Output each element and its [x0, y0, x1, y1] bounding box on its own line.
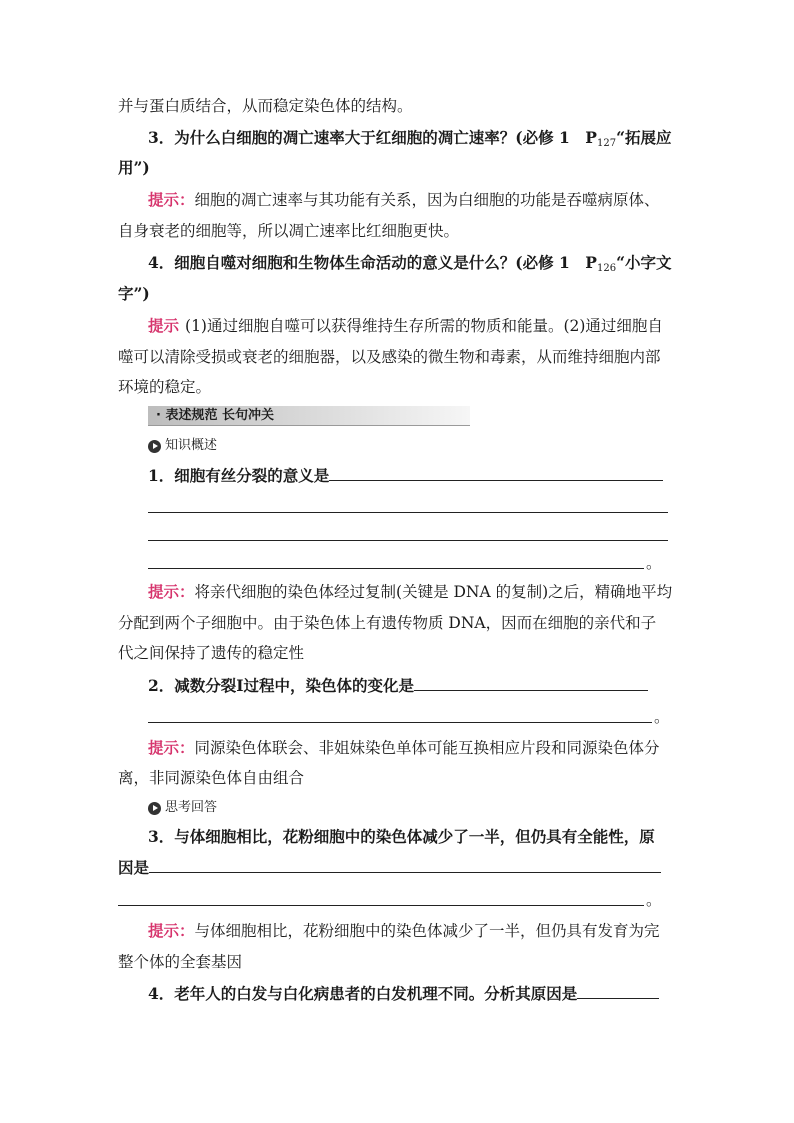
hint-e1-cont: [118, 643, 680, 663]
question-3-cont: [118, 158, 680, 178]
hint-e3: [148, 921, 680, 941]
exercise-prompt: 因是: [118, 858, 150, 877]
answer-blank[interactable]: [414, 676, 648, 691]
answer-line[interactable]: [148, 722, 652, 723]
question-text: 字”): [118, 284, 150, 303]
hint-label: 提示: [148, 316, 180, 335]
hint-label: 提示：: [148, 921, 195, 940]
hint-text: 与体细胞相比，花粉细胞中的染色体减少了一半，但仍具有发育为完: [194, 922, 660, 940]
exercise-prompt: 3．与体细胞相比，花粉细胞中的染色体减少了一半，但仍具有全能性，原: [148, 827, 655, 846]
answer-line[interactable]: [148, 568, 644, 569]
hint-e1-cont: [118, 613, 680, 633]
hint-text: 环境的稳定。: [118, 378, 212, 396]
subsection-label: 知识概述: [165, 438, 218, 453]
end-mark: 。: [646, 891, 662, 909]
hint-4: [148, 316, 680, 336]
question-4-cont: [118, 284, 680, 304]
answer-blank[interactable]: [149, 858, 661, 873]
hint-label: 提示：: [148, 190, 195, 209]
hint-text: 分配到两个子细胞中。由于染色体上有遗传物质 DNA，因而在细胞的亲代和子: [118, 614, 657, 632]
end-mark: 。: [654, 708, 670, 726]
hint-4-cont: [118, 347, 680, 367]
exercise-prompt: 1．细胞有丝分裂的意义是: [148, 466, 330, 485]
hint-text: 整个体的全套基因: [118, 953, 243, 971]
subsection-marker: [148, 437, 217, 455]
exercise-3-cont: [118, 858, 680, 878]
question-text: 用”): [118, 158, 150, 177]
exercise-prompt: 2．减数分裂Ⅰ过程中，染色体的变化是: [148, 676, 415, 695]
question-3: [148, 128, 680, 154]
hint-text: 将亲代细胞的染色体经过复制(关键是 DNA 的复制)之后，精确地平均: [194, 583, 673, 601]
section-banner: · 表述规范 长句冲关: [148, 406, 470, 426]
hint-label: 提示：: [148, 582, 195, 601]
hint-text: 细胞的凋亡速率与其功能有关系，因为白细胞的功能是吞噬病原体、: [194, 191, 660, 209]
hint-3-cont: [118, 221, 680, 241]
question-text: 4．细胞自噬对细胞和生物体生命活动的意义是什么？(必修 1 P: [148, 253, 597, 272]
answer-blank[interactable]: [329, 466, 663, 481]
answer-line[interactable]: [148, 512, 668, 513]
play-circle-icon: [148, 440, 161, 453]
answer-line[interactable]: [148, 540, 668, 541]
answer-line[interactable]: [118, 905, 644, 906]
question-4: [148, 253, 680, 279]
answer-blank[interactable]: [577, 984, 659, 999]
exercise-4: [148, 984, 680, 1004]
page-subscript: 127: [596, 138, 617, 149]
hint-text: 自身衰老的细胞等，所以凋亡速率比红细胞更快。: [118, 222, 460, 240]
end-mark: 。: [646, 554, 662, 572]
exercise-1: [148, 466, 680, 486]
hint-text: 噬可以清除受损或衰老的细胞器，以及感染的微生物和毒素，从而维持细胞内部: [118, 348, 661, 366]
hint-e2-cont: [118, 768, 680, 788]
paragraph-text: 并与蛋白质结合，从而稳定染色体的结构。: [118, 97, 413, 115]
hint-label: 提示：: [148, 738, 195, 757]
hint-text: 代之间保持了遗传的稳定性: [118, 644, 305, 662]
subsection-label: 思考回答: [165, 800, 218, 815]
hint-text: 同源染色体联会、非姐妹染色单体可能互换相应片段和同源染色体分: [194, 739, 660, 757]
exercise-2: [148, 676, 680, 696]
hint-text: 离，非同源染色体自由组合: [118, 769, 305, 787]
hint-3: [148, 190, 680, 210]
exercise-prompt: 4．老年人的白发与白化病患者的白发机理不同。分析其原因是: [148, 984, 578, 1003]
hint-e3-cont: [118, 952, 680, 972]
play-circle-icon: [148, 802, 161, 815]
hint-e1: [148, 582, 680, 602]
hint-4-cont: [118, 377, 680, 397]
hint-text: (1)通过细胞自噬可以获得维持生存所需的物质和能量。(2)通过细胞自: [185, 317, 663, 335]
subsection-marker: [148, 799, 217, 817]
question-text: “拓展应: [616, 128, 672, 147]
page-subscript: 126: [596, 263, 617, 274]
question-text: 3．为什么白细胞的凋亡速率大于红细胞的凋亡速率？(必修 1 P: [148, 128, 597, 147]
hint-e2: [148, 738, 680, 758]
exercise-3: [148, 827, 680, 847]
question-text: “小字文: [616, 253, 672, 272]
text-line: [118, 96, 680, 116]
